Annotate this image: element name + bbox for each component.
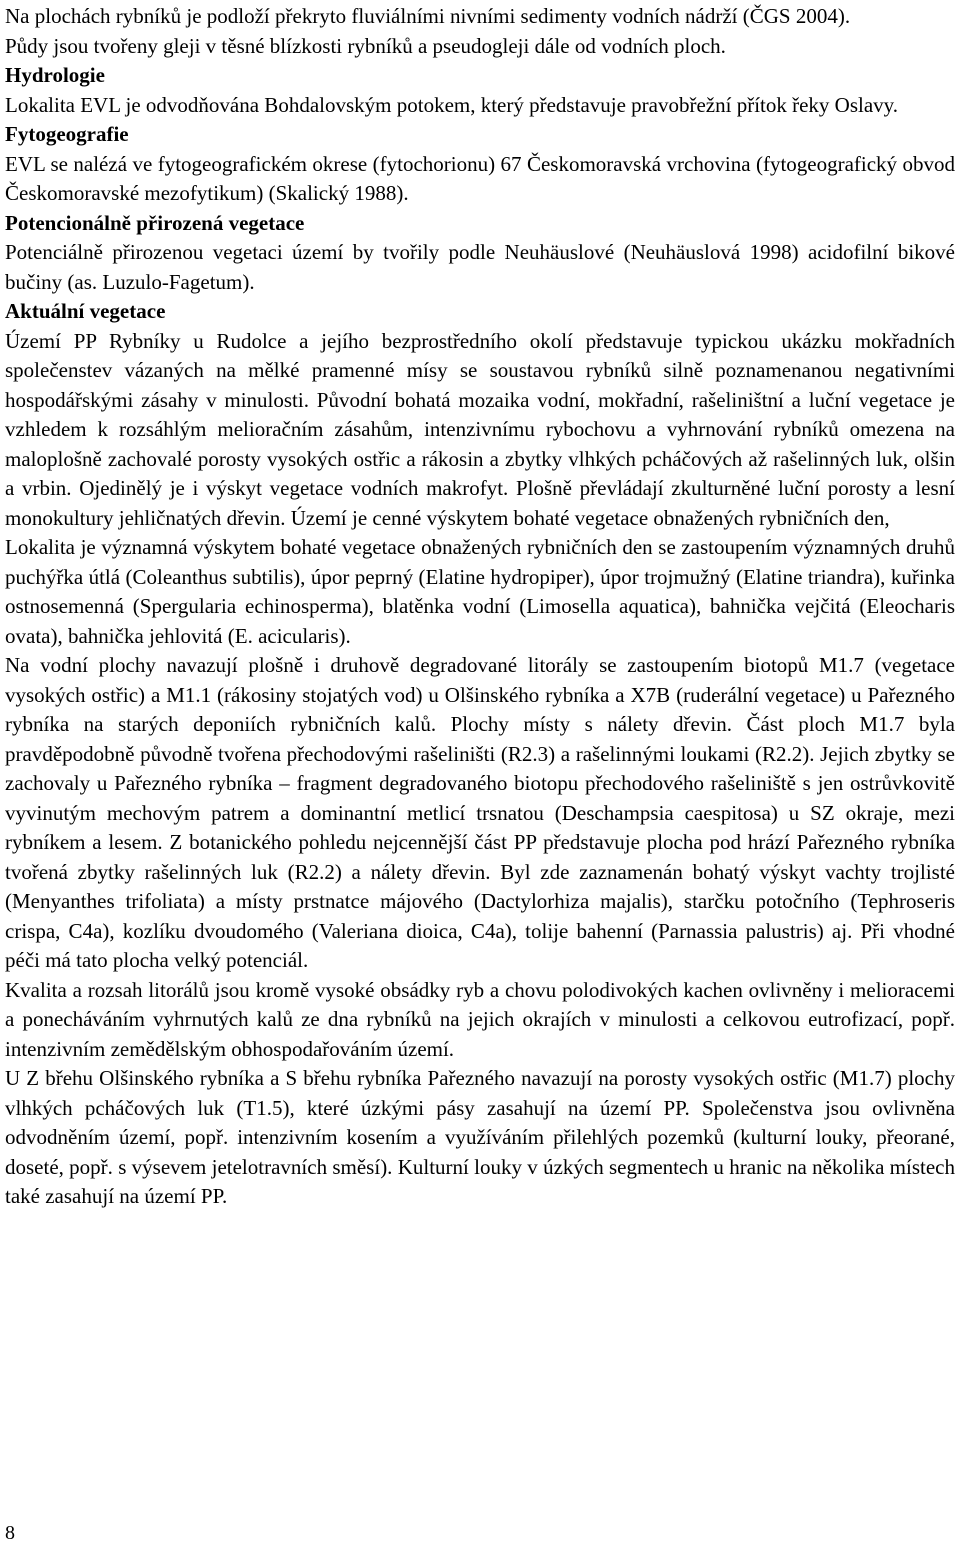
heading-aktualni-vegetace: Aktuální vegetace <box>5 299 166 323</box>
paragraph-aktualni-vegetace-4: Kvalita a rozsah litorálů jsou kromě vysoké obsádky ryb a chovu polodivokých kachen ovlivněny i melioracemi a ponecháváním vyhrnutých kalů ze dna rybníků na jejich okrajích v minulosti a celkovou eutrofizací, popř. intenzivním zemědělským obhospodařováním území. <box>5 977 955 1061</box>
page-number: 8 <box>5 1522 15 1544</box>
heading-fytogeografie: Fytogeografie <box>5 122 129 146</box>
heading-potencionalni-vegetace: Potencionálně přirozená vegetace <box>5 210 305 235</box>
paragraph-hydrologie: Lokalita EVL je odvodňována Bohdalovským potokem, který představuje pravobřežní přítok řeky Oslavy. <box>5 92 899 117</box>
paragraph-fytogeografie: EVL se nalézá ve fytogeografickém okrese (fytochorionu) 67 Českomoravská vrchovina (fytogeografický obvod Českomoravské mezofytikum) (Skalický 1988). <box>5 151 955 205</box>
paragraph-aktualni-vegetace-2: Lokalita je významná výskytem bohaté vegetace obnažených rybničních den se zastoupením významných druhů puchýřka útlá (Coleanthus subtilis), úpor peprný (Elatine hydropiper), úpor trojmužný (Elatine triandra), kuřinka ostnosemenná (Spergularia echinosperma), blatěnka vodní (Limosella aquatica), bahnička vejčitá (Eleocharis ovata), bahnička jehlovitá (E. acicularis). <box>5 535 955 648</box>
intro-paragraph-geology: Na plochách rybníků je podloží překryto fluviálními nivními sedimenty vodních nádrží (ČGS 2004). <box>5 4 851 28</box>
paragraph-aktualni-vegetace-1: Území PP Rybníky u Rudolce a jejího bezprostředního okolí představuje typickou ukázku mokřadních společenstev vázaných na mělké pramenné mísy se soustavou rybníků silně poznamenanou negativními hospodářskými zásahy v minulosti. Původní bohatá mozaika vodní, mokřadní, rašeliništní a luční vegetace je vzhledem k rozsáhlým melioračním zásahům, intenzivnímu rybochovu a vyhrnování rybníků omezena na maloplošně zachovalé porosty vysokých ostřic a rákosin a zbytky vlhkých pcháčových až rašelinných luk, olšin a vrbin. Ojedinělý je i výskyt vegetace vodních makrofyt. Plošně převládají zkulturněné luční porosty a lesní monokultury jehličnatých dřevin. Území je cenné výskytem bohaté vegetace obnažených rybničních den, <box>5 328 955 530</box>
intro-paragraph-soils: Půdy jsou tvořeny gleji v těsné blízkosti rybníků a pseudogleji dále od vodních ploch. <box>5 33 726 58</box>
paragraph-potencionalni-vegetace: Potenciálně přirozenou vegetaci území by tvořily podle Neuhäuslové (Neuhäuslová 1998) acidofilní bikové bučiny (as. Luzulo-Fagetum). <box>5 240 955 294</box>
heading-hydrologie: Hydrologie <box>5 63 105 87</box>
paragraph-aktualni-vegetace-3: Na vodní plochy navazují plošně i druhově degradované litorály se zastoupením biotopů M1.7 (vegetace vysokých ostřic) a M1.1 (rákosiny stojatých vod) u Olšinského rybníka a X7B (ruderální vegetace) u Pařezného rybníka na starých deponiích rybničních kalů. Plochy místy s nálety dřevin. Část ploch M1.7 byla pravděpodobně původně tvořena přechodovými rašeliništi (R2.3) a rašelinnými loukami (R2.2). Jejich zbytky se zachovaly u Pařezného rybníka – fragment degradovaného biotopu přechodového rašeliniště s jen ostrůvkovitě vyvinutým mechovým patrem a dominantní metlicí trsnatou (Deschampsia caespitosa) u SZ okraje, mezi rybníkem a lesem. Z botanického pohledu nejcennější část PP představuje plocha pod hrází Pařezného rybníka tvořená zbytky rašelinných luk (R2.2) a nálety dřevin. Byl zde zaznamenán bohatý výskyt vachty trojlisté (Menyanthes trifoliata) a místy prstnatce májového (Dactylorhiza majalis), starčku potočního (Tephroseris crispa, C4a), kozlíku dvoudomého (Valeriana dioica, C4a), tolije bahenní (Parnassia palustris) aj. Při vhodné péči má tato plocha velký potenciál. <box>5 653 955 972</box>
paragraph-aktualni-vegetace-5: U Z břehu Olšinského rybníka a S břehu rybníka Pařezného navazují na porosty vysokých ostřic (M1.7) plochy vlhkých pcháčových luk (T1.5), které úzkými pásy zasahují na území PP. Společenstva jsou ovlivněna odvodněním území, popř. intenzivním kosením a využíváním přilehlých pozemků (kulturní louky, přeorané, doseté, popř. s výsevem jetelotravních směsí). Kulturní louky v úzkých segmentech u hranic na několika místech také zasahují na území PP. <box>5 1066 955 1208</box>
document-body <box>5 2 955 1212</box>
